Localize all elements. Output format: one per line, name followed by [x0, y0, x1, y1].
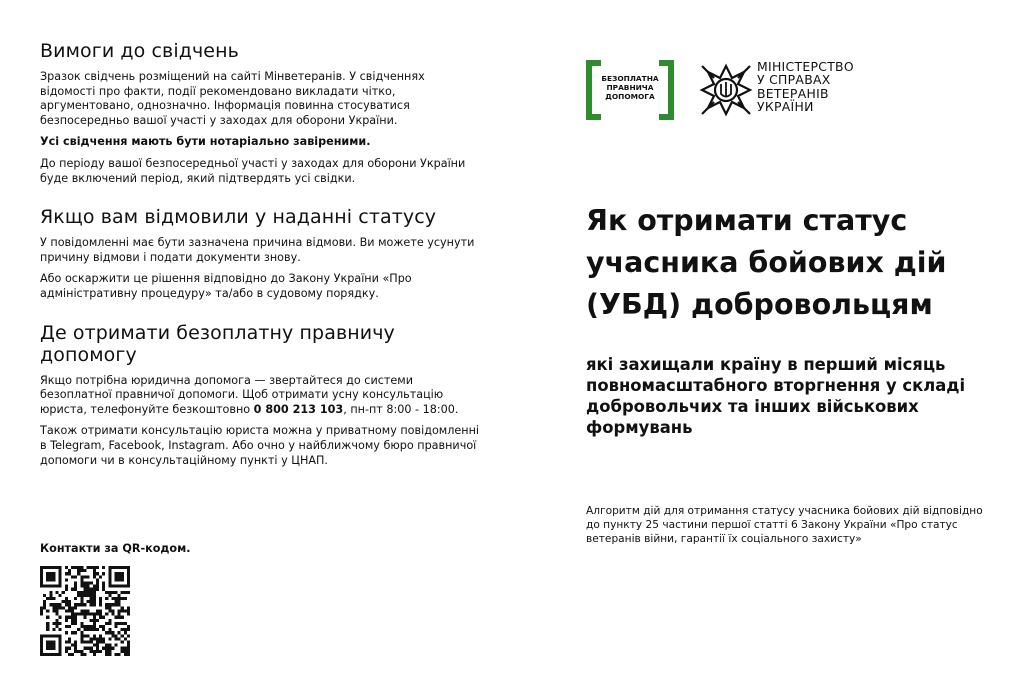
section-status-refusal [40, 206, 480, 301]
paragraph [40, 374, 480, 418]
paragraph: Зразок свідчень розміщений на сайті Мінветеранів. У свідченнях відомості про факти, події рекомендовано викладати чітко, аргументовано, однозначно. Інформація повинна стосуватися безпосередньо вашої участі у заходах для оборони України. [40, 70, 425, 127]
left-column [40, 40, 480, 488]
paragraph: Або оскаржити це рішення відповідно до Закону України «Про адміністративну процедуру» та/або в судовому порядку. [40, 272, 412, 300]
legal-aid-logo [586, 60, 674, 120]
legal-aid-logo-text: БЕЗОПЛАТНА ПРАВНИЧА ДОПОМОГА [601, 74, 659, 101]
section-heading: Якщо вам відмовили у наданні статусу [40, 206, 437, 229]
section-testimony-requirements [40, 40, 480, 186]
ministry-name-line: МІНІСТЕРСТВО [757, 59, 854, 74]
paragraph: До періоду вашої безпосередньої участі у заходах для оборони України буде включений період, який підтвердять усі свідки. [40, 156, 466, 185]
paragraph: Також отримати консультацію юриста можна у приватному повідомленні в Telegram, Facebook, Instagram. Або очно у найближчому бюро правничої допомоги чи в консультаційному пункті у ЦНАП. [40, 424, 480, 467]
algorithm-description: Алгоритм дій для отримання статусу учасника бойових дій відповідно до пункту 25 частини першої статті 6 Закону України «Про статус ветеранів війни, гарантії їх соціального захисту» [586, 505, 983, 545]
paragraph-text: , пн-пт 8:00 - 18:00. [343, 402, 459, 416]
hotline-phone[interactable]: 0 800 213 103 [253, 402, 344, 416]
paragraph: У повідомленні має бути зазначена причина відмови. Ви можете усунути причину відмови і подати документи знову. [40, 236, 475, 264]
section-legal-aid [40, 322, 480, 469]
section-heading: Де отримати безоплатну правничу допомогу [40, 321, 395, 366]
ministry-name-line: У СПРАВАХ [757, 72, 831, 88]
ministry-emblem-icon [696, 60, 756, 120]
logos [586, 58, 886, 122]
page-title: Як отримати статус учасника бойових дій (УБД) добровольцям [586, 204, 947, 321]
paragraph-text: Якщо потрібна юридична допомога — звертайтеся до системи безоплатної правничої допомоги. Щоб отримати усну консультацію юриста, телефонуйте безкоштовно [40, 373, 444, 416]
paragraph-bold: Усі свідчення мають бути нотаріально завіреними. [40, 135, 371, 149]
contacts-label: Контакти за QR-кодом. [40, 542, 191, 555]
ministry-name [757, 60, 854, 114]
qr-code-icon[interactable] [40, 566, 130, 656]
ministry-name-line: УКРАЇНИ [757, 99, 814, 115]
section-heading: Вимоги до свідчень [40, 40, 239, 62]
ministry-name-line: ВЕТЕРАНІВ [757, 85, 829, 101]
page-subtitle: які захищали країну в перший місяць повномасштабного вторгнення у складі добровольчих та інших військових формувань [586, 355, 966, 437]
